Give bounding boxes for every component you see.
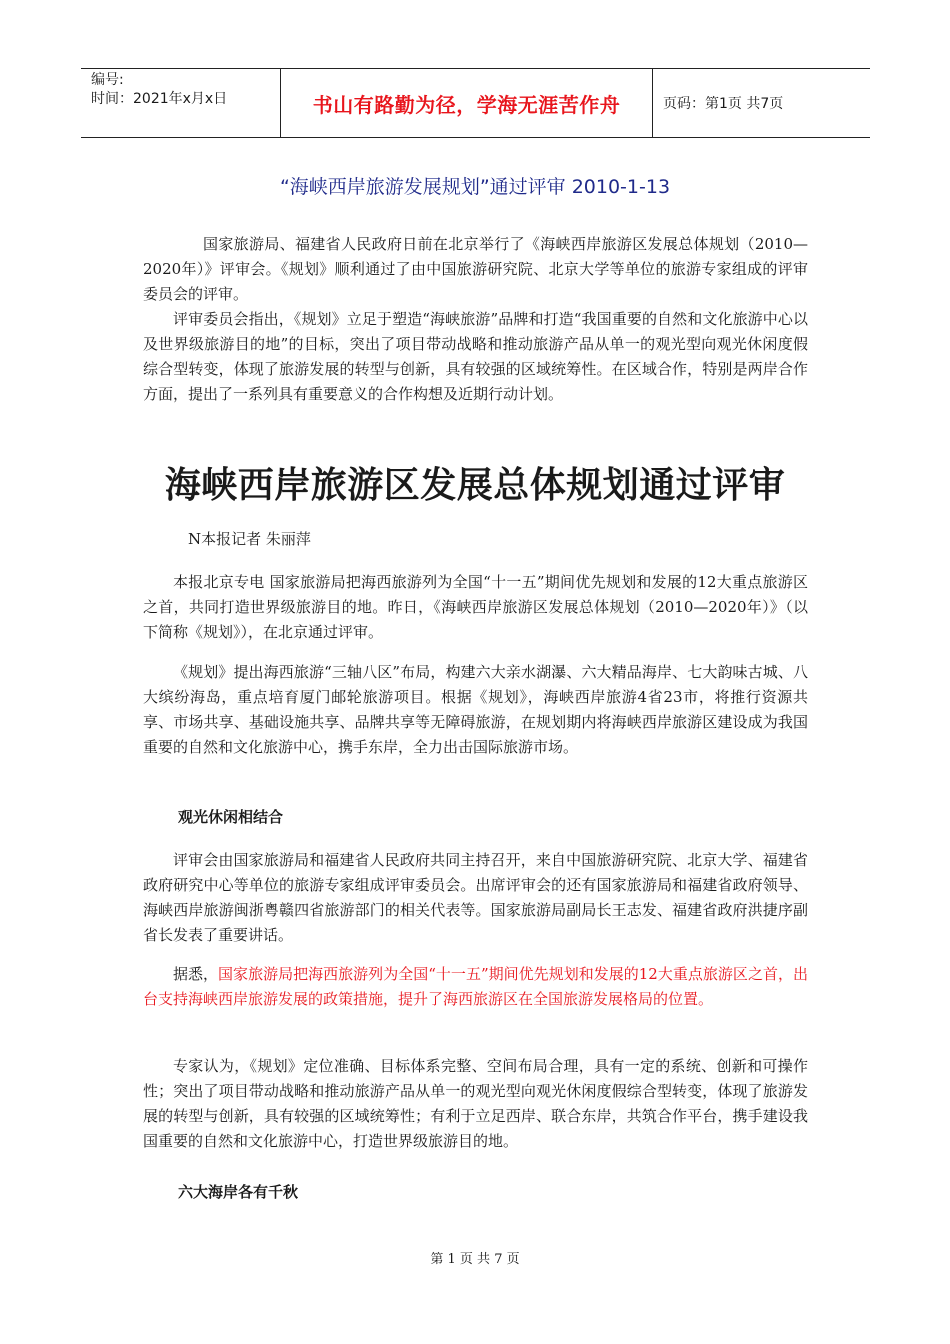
highlight-paragraph — [143, 962, 808, 1012]
page-footer: 第 1 页 共 7 页 — [430, 1252, 520, 1267]
header-motto: 书山有路勤为径，学海无涯苦作舟 — [280, 69, 653, 137]
article-headline: 海峡西岸旅游区发展总体规划通过评审 — [164, 465, 786, 506]
reporter-byline: N本报记者 朱丽萍 — [188, 530, 311, 548]
section1-paragraph: 评审会由国家旅游局和福建省人民政府共同主持召开，来自中国旅游研究院、北京大学、福建省政府研究中心等单位的旅游专家组成评审委员会。出席评审会的还有国家旅游局和福建省政府领导、海峡西岸旅游闽浙粤赣四省旅游部门的相关代表等。国家旅游局副局长王志发、福建省政府洪捷序副省长发表了重要讲话。 — [143, 851, 808, 944]
subheading-2: 六大海岸各有千秋 — [178, 1183, 299, 1201]
highlight-text: 国家旅游局把海西旅游列为全国“十一五”期间优先规划和发展的12大重点旅游区之首，出台支持海峡西岸旅游发展的政策措施，提升了海西旅游区在全国旅游发展格局的位置。 — [143, 965, 808, 1008]
article-paragraph-1: 本报北京专电 国家旅游局把海西旅游列为全国“十一五”期间优先规划和发展的12大重点旅游区之首，共同打造世界级旅游目的地。昨日，《海峡西岸旅游区发展总体规划（2010—2020年）》（以下简称《规划》），在北京通过评审。 — [143, 573, 808, 641]
time-label: 时间：2021年x月x日 — [91, 91, 228, 107]
highlight-prefix: 据悉， — [173, 965, 219, 983]
intro-paragraph-1: 国家旅游局、福建省人民政府日前在北京举行了《海峡西岸旅游区发展总体规划（2010—2020年）》评审会。《规划》顺利通过了由中国旅游研究院、北京大学等单位的旅游专家组成的评审委员会的评审。 — [143, 235, 808, 303]
number-label: 编号: — [91, 72, 124, 88]
header-meta — [81, 69, 280, 137]
expert-paragraph: 专家认为，《规划》定位准确、目标体系完整、空间布局合理，具有一定的系统、创新和可操作性；突出了项目带动战略和推动旅游产品从单一的观光型向观光休闲度假综合型转变，体现了旅游发展的转型与创新，具有较强的区域统筹性；有利于立足西岸、联合东岸，共筑合作平台，携手建设我国重要的自然和文化旅游中心，打造世界级旅游目的地。 — [143, 1057, 808, 1150]
header-page-label: 页码：第1页 共7页 — [663, 96, 784, 112]
document-header — [81, 68, 870, 138]
news-title: “海峡西岸旅游发展规划”通过评审 2010-1-13 — [279, 176, 671, 198]
intro-paragraph-2: 评审委员会指出，《规划》立足于塑造“海峡旅游”品牌和打造“我国重要的自然和文化旅游中心以及世界级旅游目的地”的目标，突出了项目带动战略和推动旅游产品从单一的观光型向观光休闲度假综合型转变，体现了旅游发展的转型与创新，具有较强的区域统筹性。在区域合作，特别是两岸合作方面，提出了一系列具有重要意义的合作构想及近期行动计划。 — [143, 310, 808, 403]
article-paragraph-2: 《规划》提出海西旅游“三轴八区”布局，构建六大亲水湖瀑、六大精品海岸、七大韵味古城、八大缤纷海岛，重点培育厦门邮轮旅游项目。根据《规划》，海峡西岸旅游4省23市，将推行资源共享、市场共享、基础设施共享、品牌共享等无障碍旅游，在规划期内将海峡西岸旅游区建设成为我国重要的自然和文化旅游中心，携手东岸，全力出击国际旅游市场。 — [143, 663, 808, 756]
subheading-1: 观光休闲相结合 — [178, 808, 284, 826]
